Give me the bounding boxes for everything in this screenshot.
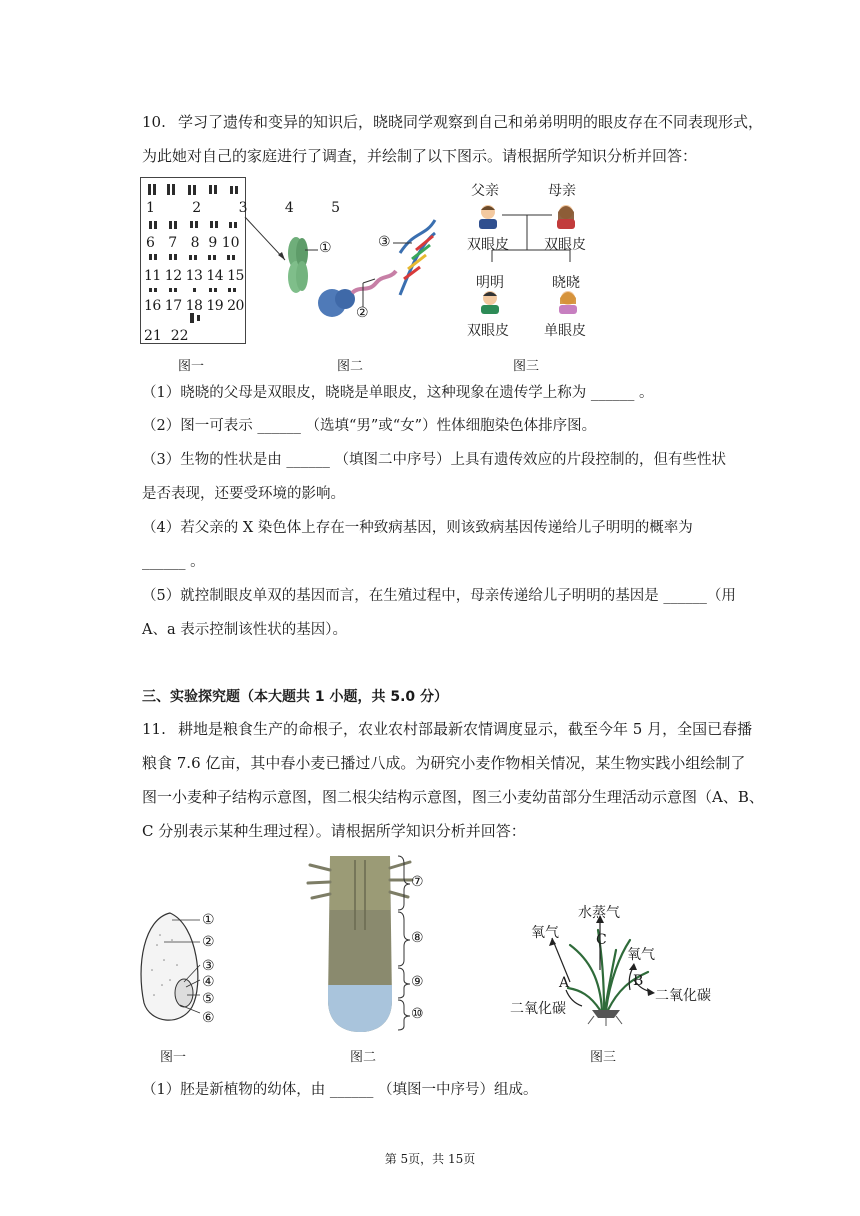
son-label: 明明 <box>476 275 504 291</box>
q10-sub4-line1: （4）若父亲的 X 染色体上存在一种致病基因，则该致病基因传递给儿子明明的概率为 <box>142 520 693 536</box>
seed-label-2: ② <box>202 934 215 950</box>
water-vapor-label: 水蒸气 <box>578 905 620 921</box>
fig2-label-2: ② <box>356 305 369 321</box>
karyotype-row1: 1 2 3 4 5 <box>146 200 341 216</box>
q10-sub3-line2: 是否表现，还要受环境的影响。 <box>142 486 345 502</box>
q10-sub5-line1: （5）就控制眼皮单双的基因而言，在生殖过程中，母亲传递给儿子明明的基因是 ______（用 <box>142 588 736 604</box>
fig2-label-1: ① <box>319 240 332 256</box>
fig2-label-3: ③ <box>378 234 391 250</box>
q10-number: 10. <box>142 113 166 131</box>
seed-label-3: ③ <box>202 958 215 974</box>
oxygen-left-label: 氧气 <box>531 925 559 941</box>
figure1-caption: 图一 <box>178 359 205 374</box>
seed-label-5: ⑤ <box>202 991 215 1007</box>
section-title: 三、实验探究题（本大题共 1 小题，共 5.0 分） <box>142 689 449 705</box>
seed-figure-caption: 图一 <box>160 1050 187 1065</box>
karyotype-row5: 21 22 <box>144 328 189 344</box>
q11-stem-line1: 耕地是粮食生产的命根子，农业农村部最新农情调度显示，截至今年 5 月，全国已春播 <box>178 720 753 738</box>
q11-number: 11. <box>142 720 166 738</box>
karyotype-row4: 16 17 18 19 20 <box>144 298 244 314</box>
seed-label-6: ⑥ <box>202 1010 215 1026</box>
process-c-label: C <box>596 932 607 948</box>
root-label-8: ⑧ <box>411 930 424 946</box>
page-footer: 第 5页，共 15页 <box>384 1152 476 1166</box>
daughter-label: 晓晓 <box>552 275 580 291</box>
process-b-label: B <box>633 973 644 989</box>
q11-stem-line2: 粮食 7.6 亿亩，其中春小麦已播过八成。为研究小麦作物相关情况，某生物实践小组绘制了 <box>142 754 746 772</box>
figure3-caption: 图三 <box>513 359 540 374</box>
q10-sub1: （1）晓晓的父母是双眼皮，晓晓是单眼皮，这种现象在遗传学上称为 ______ 。 <box>142 385 654 401</box>
q10-sub4-line2: ______ 。 <box>142 554 205 570</box>
mother-label: 母亲 <box>548 183 576 199</box>
q11-stem-line3: 图一小麦种子结构示意图，图二根尖结构示意图，图三小麦幼苗部分生理活动示意图（A、B、 <box>142 788 764 806</box>
seedling-figure-caption: 图三 <box>590 1050 617 1065</box>
chromosome-dna-figure <box>240 175 440 335</box>
q10-sub2: （2）图一可表示 ______ （选填“男”或“女”）性体细胞染色体排序图。 <box>142 418 597 434</box>
seed-label-4: ④ <box>202 974 215 990</box>
process-a-label: A <box>559 975 570 991</box>
oxygen-right-label: 氧气 <box>627 947 655 963</box>
mother-trait: 双眼皮 <box>544 237 586 253</box>
q10-sub5-line2: A、a 表示控制该性状的基因）。 <box>142 622 347 638</box>
pedigree-figure <box>470 200 620 315</box>
figure2-caption: 图二 <box>337 359 364 374</box>
karyotype-row3: 11 12 13 14 15 <box>144 268 244 284</box>
q10-stem-line2: 为此她对自己的家庭进行了调查，并绘制了以下图示。请根据所学知识分析并回答： <box>142 147 698 165</box>
karyotype-row2: 6 7 8 9 10 <box>146 235 240 251</box>
daughter-trait: 单眼皮 <box>544 323 586 339</box>
co2-right-label: 二氧化碳 <box>655 988 711 1004</box>
seed-label-1: ① <box>202 912 215 928</box>
q11-sub1: （1）胚是新植物的幼体，由 ______ （填图一中序号）组成。 <box>142 1082 538 1098</box>
son-trait: 双眼皮 <box>467 323 509 339</box>
root-label-10: ⑩ <box>411 1006 424 1022</box>
q10-sub3-line1: （3）生物的性状是由 ______ （填图二中序号）上具有遗传效应的片段控制的，但有些性状 <box>142 452 726 468</box>
father-trait: 双眼皮 <box>467 237 509 253</box>
co2-left-label: 二氧化碳 <box>510 1001 566 1017</box>
root-label-7: ⑦ <box>411 874 424 890</box>
root-label-9: ⑨ <box>411 974 424 990</box>
father-label: 父亲 <box>471 183 499 199</box>
root-figure-caption: 图二 <box>350 1050 377 1065</box>
q10-stem-line1: 学习了遗传和变异的知识后，晓晓同学观察到自己和弟弟明明的眼皮存在不同表现形式， <box>178 113 764 131</box>
q11-stem-line4: C 分别表示某种生理过程）。请根据所学知识分析并回答： <box>142 822 526 840</box>
